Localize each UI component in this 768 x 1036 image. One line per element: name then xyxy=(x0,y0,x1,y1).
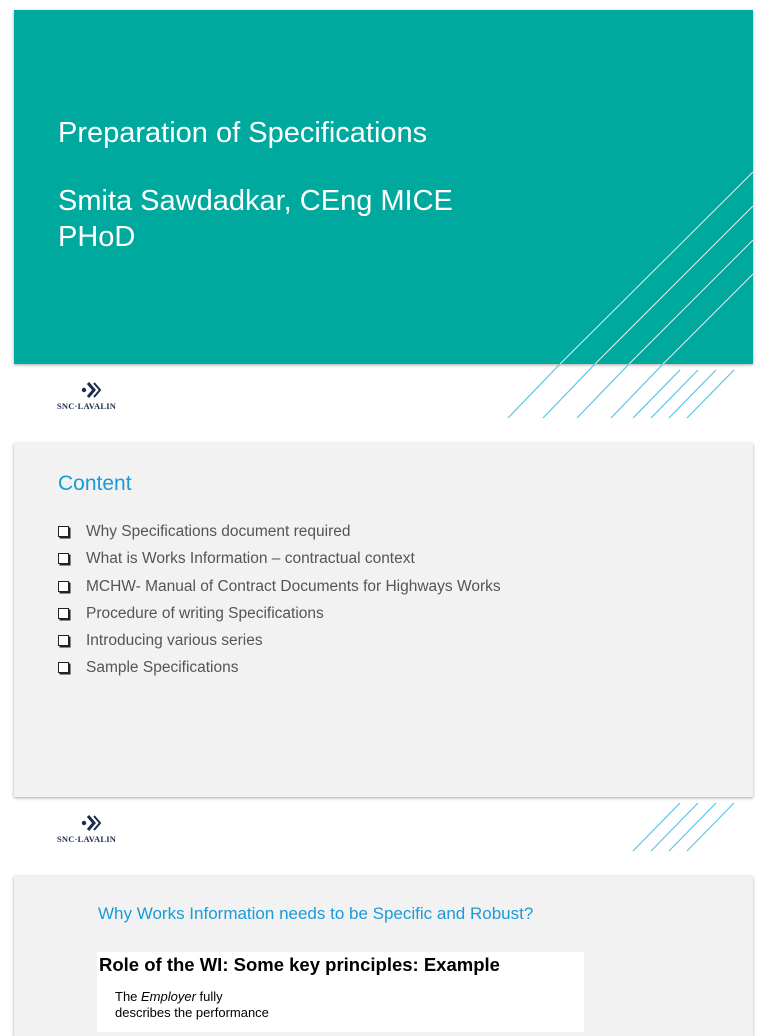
presentation-title: Preparation of Specifications xyxy=(58,117,428,149)
body-text: describes the performance xyxy=(115,1005,269,1020)
body-emphasis: Employer xyxy=(141,989,196,1004)
slide-heading: Why Works Information needs to be Specific and Robust? xyxy=(98,904,534,923)
list-item-text: MCHW- Manual of Contract Documents for Highways Works xyxy=(86,577,501,595)
list-item-text: What is Works Information – contractual context xyxy=(86,550,415,568)
list-item-text: Sample Specifications xyxy=(86,659,239,677)
example-heading: Role of the WI: Some key principles: Example xyxy=(99,954,500,975)
logo-wordmark: SNC·LAVALIN xyxy=(57,401,117,411)
content-heading: Content xyxy=(58,472,132,495)
list-item-text: Procedure of writing Specifications xyxy=(86,604,324,622)
list-item-text: Introducing various series xyxy=(86,632,263,650)
example-body xyxy=(115,989,269,1021)
body-text: The xyxy=(115,989,142,1004)
presenter-name: Smita Sawdadkar, CEng MICE xyxy=(58,185,453,217)
body-text: fully xyxy=(195,989,223,1004)
embedded-example-box xyxy=(97,952,584,1032)
logo-wordmark: SNC·LAVALIN xyxy=(57,834,117,844)
presenter-role: PHoD xyxy=(58,221,136,253)
list-item-text: Why Specifications document required xyxy=(86,523,351,540)
works-information-slide xyxy=(14,876,753,1036)
